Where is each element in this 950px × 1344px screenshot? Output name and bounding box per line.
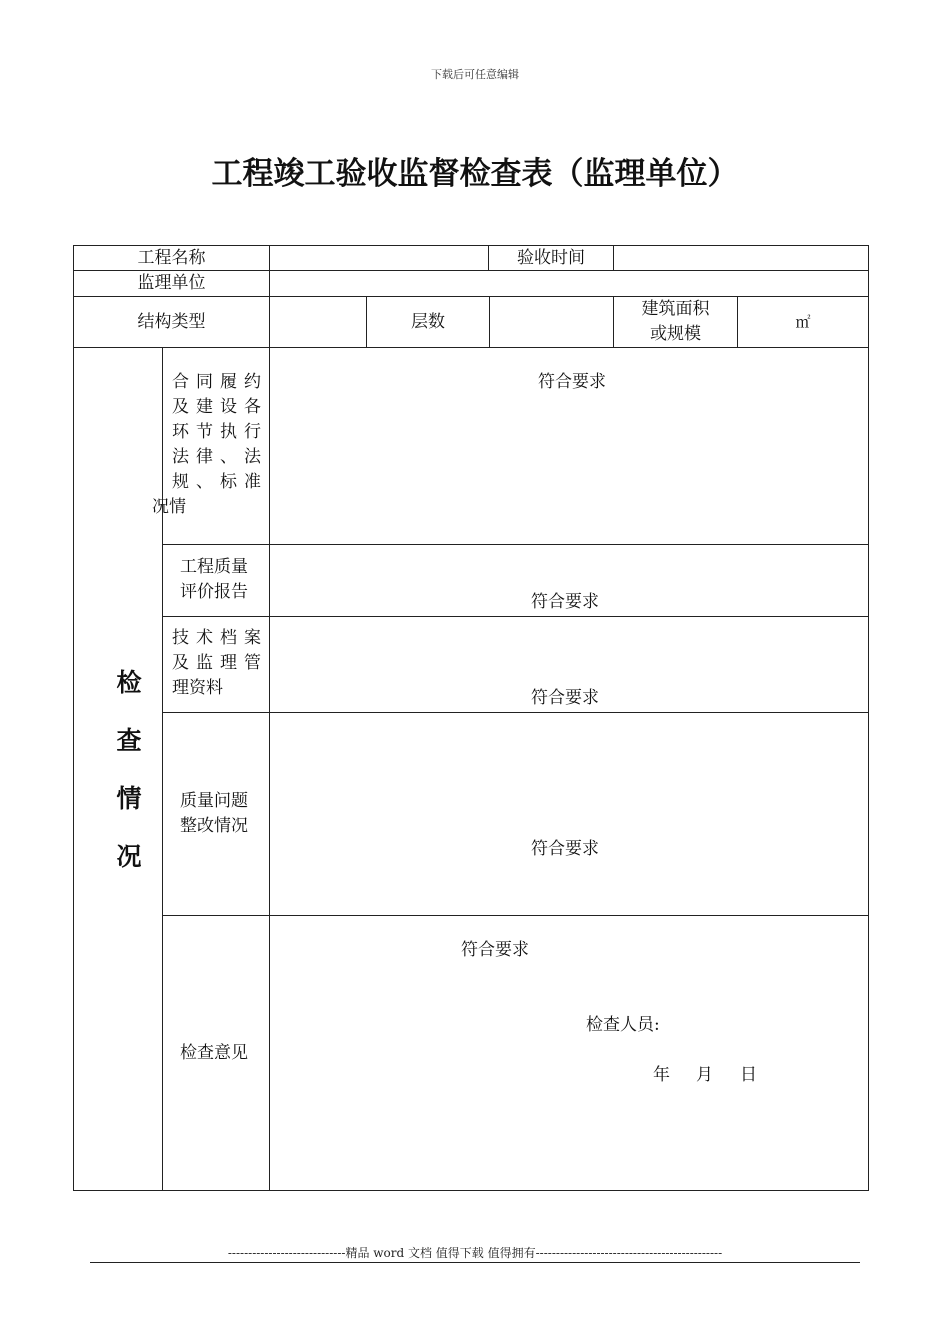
inspector-label: 检查人员: <box>586 1015 660 1035</box>
acceptance-time-value[interactable] <box>614 246 868 270</box>
header-note: 下载后可任意编辑 <box>431 68 519 81</box>
floors-label: 层数 <box>411 311 445 332</box>
row-divider <box>74 347 868 348</box>
col-divider <box>269 246 270 1190</box>
row-divider <box>162 915 868 916</box>
area-label <box>614 297 737 347</box>
item-label-line: 及监理管 <box>172 653 261 673</box>
item-label-line: 技术档案 <box>172 628 261 648</box>
area-unit: ㎡ <box>795 312 811 331</box>
section-label <box>109 654 149 886</box>
page-title: 工程竣工验收监督检查表（监理单位） <box>211 156 739 192</box>
item-label-line: 评价报告 <box>180 582 248 602</box>
item-result-quality-report[interactable]: 符合要求 <box>531 592 599 612</box>
supervision-unit-label: 监理单位 <box>137 273 206 293</box>
item-label-rectification <box>180 789 248 839</box>
item-label-line: 及建设各 <box>172 397 261 417</box>
footer-rule <box>90 1262 860 1263</box>
date-day: 日 <box>740 1065 757 1085</box>
inspection-table <box>73 245 869 1191</box>
row-divider <box>162 712 868 713</box>
project-name-label: 工程名称 <box>137 247 206 268</box>
date-month: 月 <box>696 1065 713 1085</box>
supervision-unit-value[interactable] <box>270 271 868 296</box>
project-name-value[interactable] <box>270 246 488 270</box>
item-result-opinion[interactable]: 符合要求 <box>461 940 529 960</box>
item-label-line: 质量问题 <box>180 791 248 811</box>
item-label-quality-report <box>180 555 248 605</box>
structure-type-value[interactable] <box>270 297 366 347</box>
item-label-line: 环节执行 <box>172 422 261 442</box>
item-label-tail: 况情 <box>152 497 186 517</box>
item-label-opinion: 检查意见 <box>180 1043 248 1063</box>
section-label-char: 情 <box>116 784 142 813</box>
item-label-line: 工程质量 <box>180 557 248 577</box>
item-result-technical-archives[interactable]: 符合要求 <box>531 688 599 708</box>
section-label-char: 检 <box>116 668 142 697</box>
area-label-line1: 建筑面积 <box>641 299 710 319</box>
item-result-contract[interactable]: 符合要求 <box>538 372 606 392</box>
item-result-rectification[interactable]: 符合要求 <box>531 839 599 859</box>
floors-value[interactable] <box>490 297 613 347</box>
row-divider <box>162 544 868 545</box>
item-label-line: 理资料 <box>172 678 223 698</box>
section-label-char: 况 <box>116 842 142 871</box>
item-label-line: 法律、法 <box>172 447 261 467</box>
item-label-line: 整改情况 <box>180 816 248 836</box>
area-label-line2: 或规模 <box>650 324 701 344</box>
item-label-line: 合同履约 <box>172 372 261 392</box>
row-divider <box>162 616 868 617</box>
item-label-technical-archives <box>172 626 261 701</box>
section-label-char: 查 <box>116 726 142 755</box>
item-label-contract <box>172 370 261 495</box>
acceptance-time-label: 验收时间 <box>517 247 585 268</box>
item-label-line: 规、标准 <box>172 472 261 492</box>
date-year: 年 <box>653 1065 670 1085</box>
structure-type-label: 结构类型 <box>137 311 206 332</box>
footer-note: -----------------------------精品 word 文档 值得下载 值得拥有---------------------------------------------- <box>227 1246 723 1260</box>
col-divider <box>162 347 163 1190</box>
